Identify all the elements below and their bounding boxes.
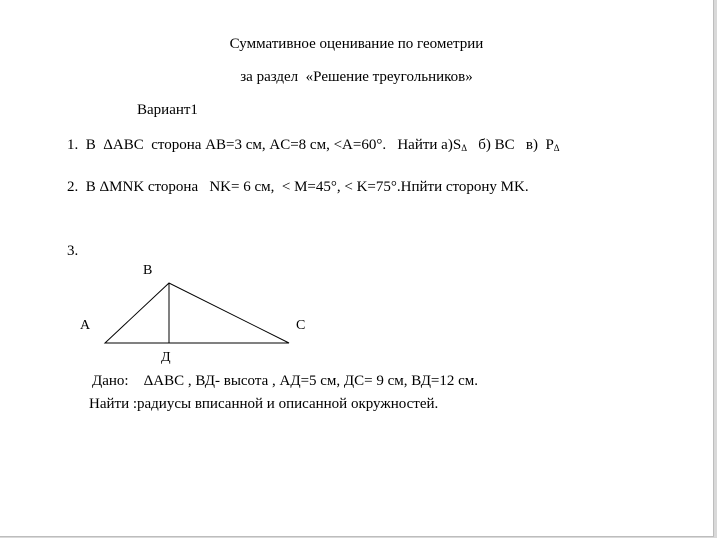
task-3-number: 3. — [67, 243, 79, 259]
vertex-label-c: С — [296, 318, 306, 333]
task-1-number: 1. — [67, 137, 79, 153]
task-1-text-middle: б) BC в) P — [466, 137, 554, 153]
task-3-find: Найти :радиусы вписанной и описанной окружностей. — [89, 396, 439, 412]
triangle-abc — [105, 283, 289, 343]
task-1-perimeter-subscript: Δ — [553, 143, 560, 153]
task-3-given: Дано: ΔABC , ВД- высота , АД=5 см, ДС= 9 см, ВД=12 см. — [92, 373, 479, 389]
vertex-label-a: А — [80, 318, 91, 333]
task-1-area-subscript: Δ — [461, 143, 467, 153]
variant-label: Вариант1 — [137, 102, 198, 118]
task-2-number: 2. — [67, 179, 79, 195]
task-1-text: В ΔABC сторона AB=3 см, AC=8 см, <A=60°. Найти а)S — [85, 137, 462, 153]
vertex-label-b: В — [143, 263, 153, 278]
document-subtitle: за раздел «Решение треугольников» — [240, 69, 473, 85]
foot-label-d: Д — [161, 350, 171, 365]
document-title: Суммативное оценивание по геометрии — [229, 36, 484, 52]
task-2-text: В ΔMNK сторона NK= 6 см, < M=45°, < K=75°.Нпйти сторону MK. — [85, 179, 529, 195]
